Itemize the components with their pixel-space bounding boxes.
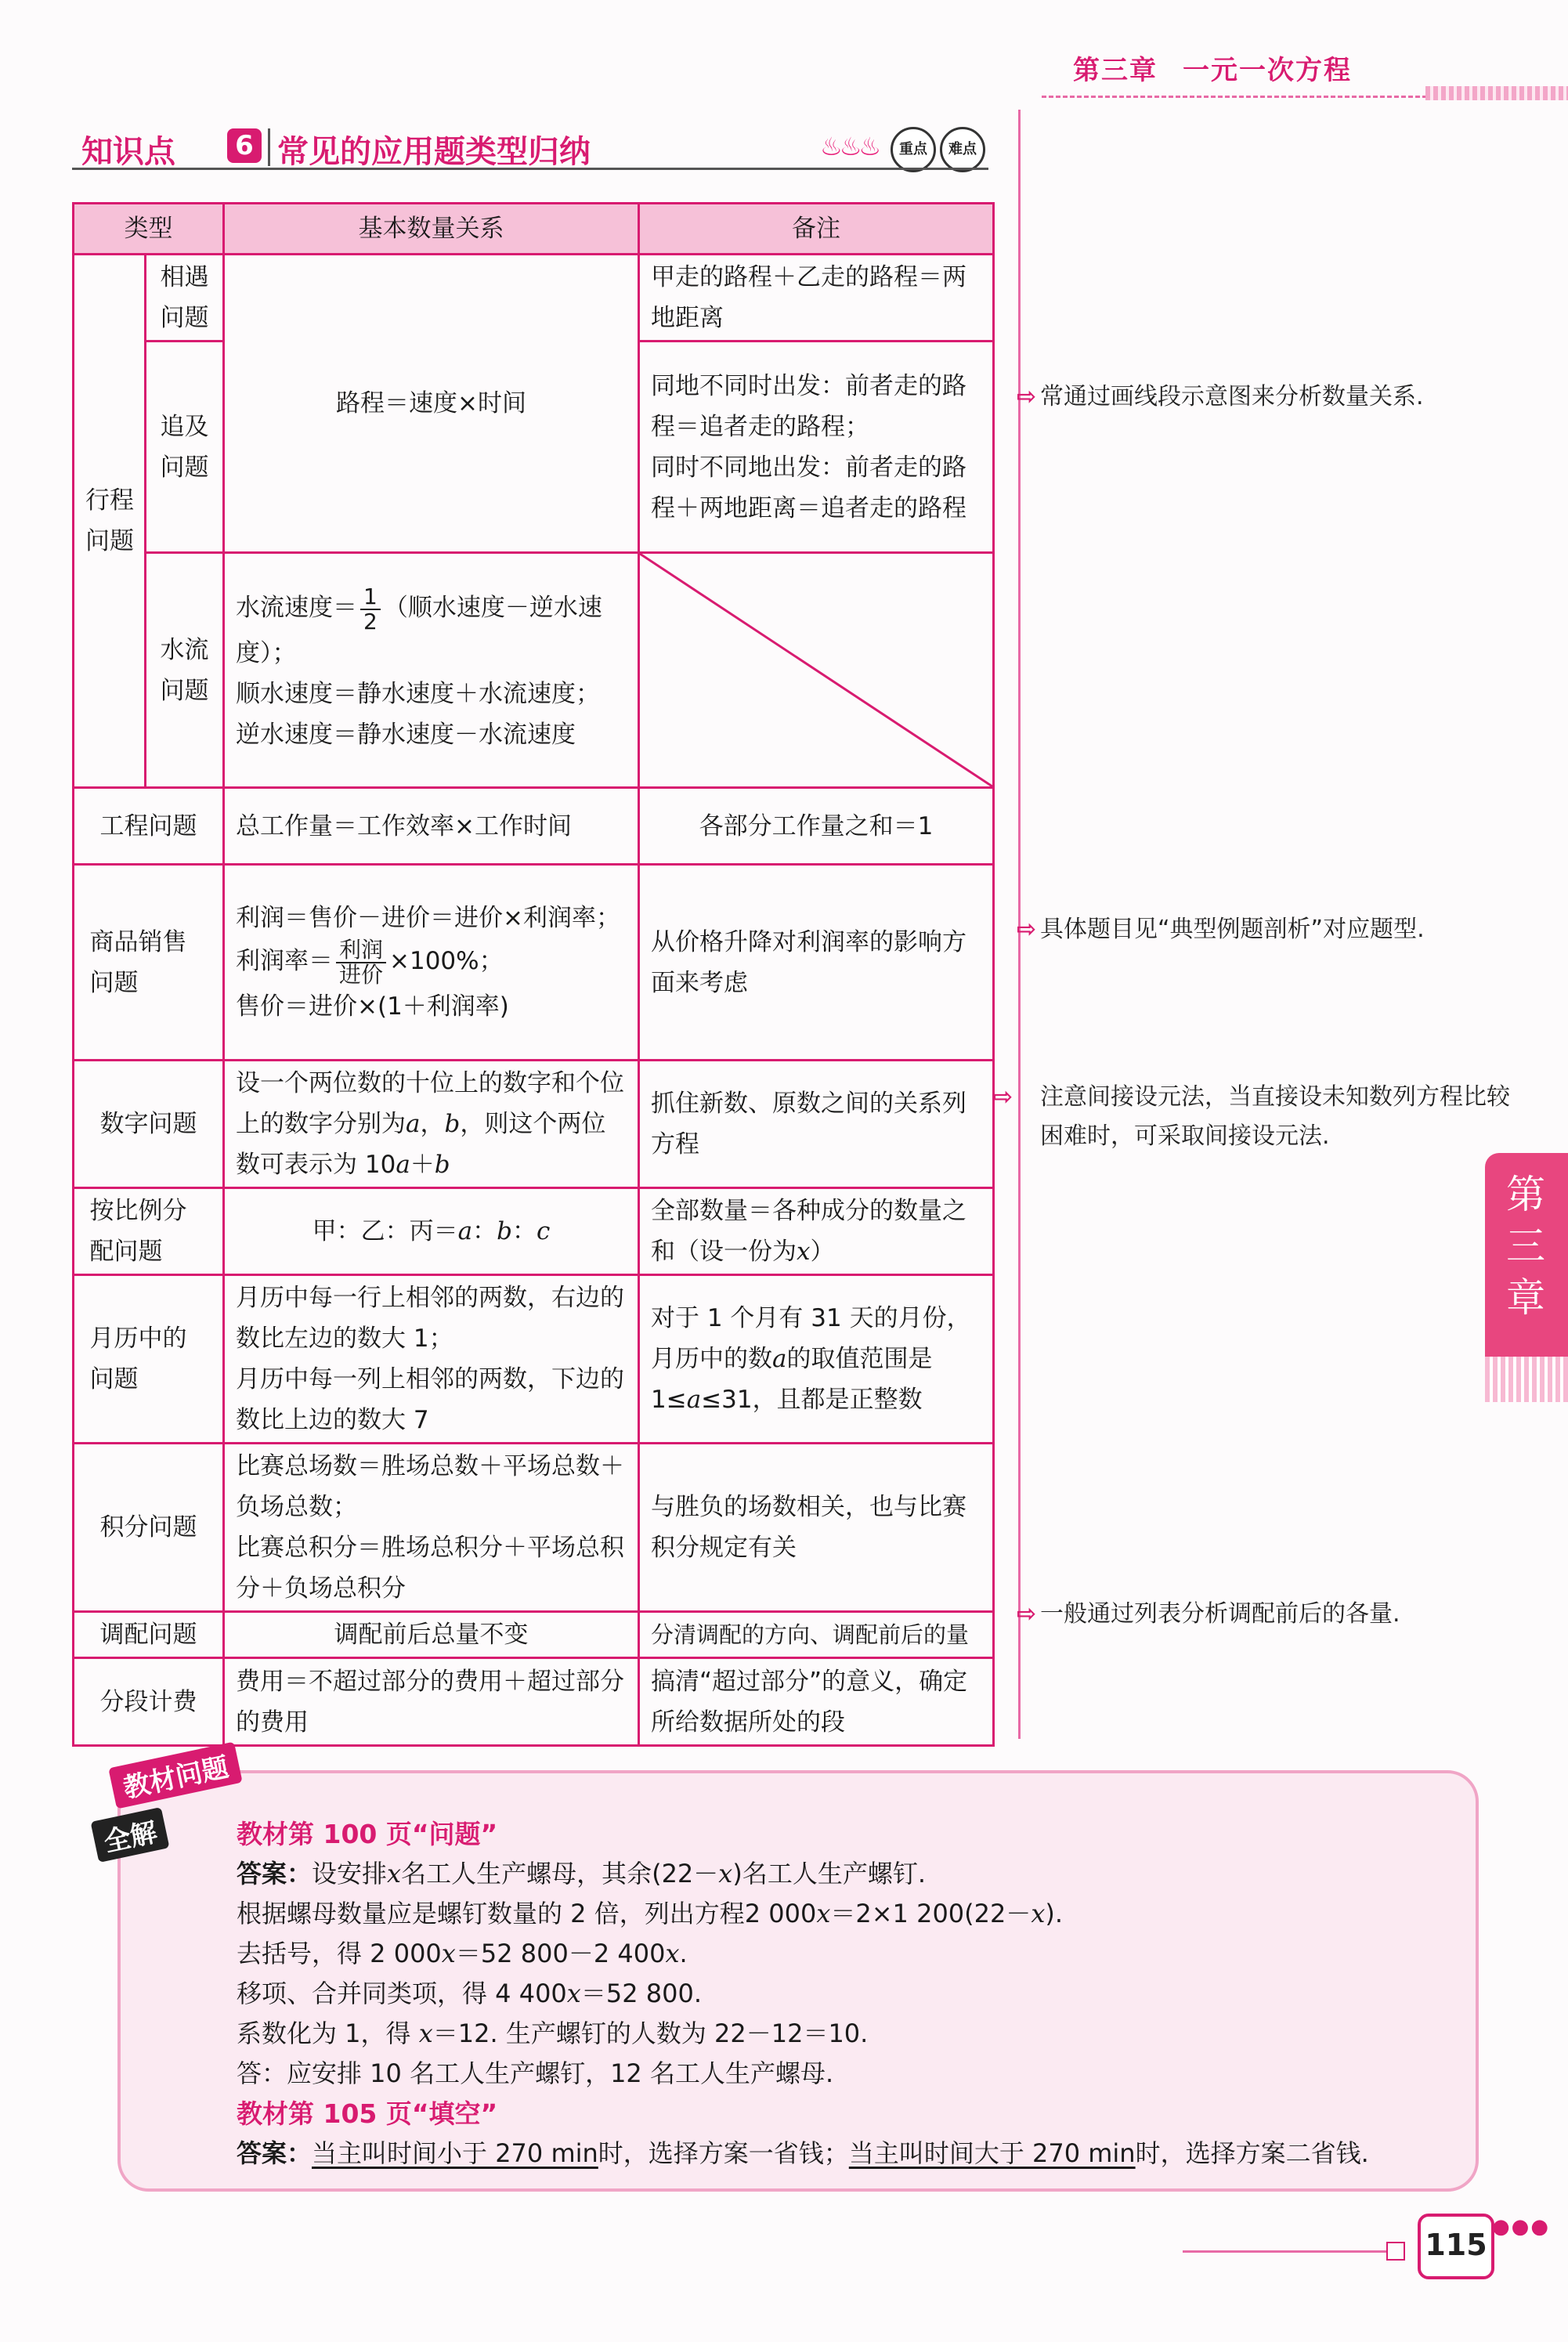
chase-note-1: 同地不同时出发：前者走的路程＝追者走的路程； <box>651 371 966 441</box>
text-fragment: 名工人生产螺母，其余(22－ <box>401 1859 719 1888</box>
text-fragment: ＝12. 生产螺钉的人数为 22－12＝10. <box>432 2019 869 2048</box>
flame-icon: ♨♨♨ <box>820 132 879 161</box>
chapter-tab-stripe <box>1485 1357 1568 1402</box>
var-x: x <box>797 1238 811 1266</box>
side-note-digits <box>993 1078 1510 1156</box>
answer-label: 答案： <box>237 1859 313 1888</box>
textbook-answers <box>237 1814 1474 2174</box>
text-fragment: 设安排 <box>312 1859 388 1888</box>
sales-name: 商品销售问题 <box>89 927 187 997</box>
travel-category-cell <box>74 255 146 788</box>
calendar-note-c: ≤31，且都是正整数 <box>701 1386 923 1414</box>
side-note-allocation <box>1017 1595 1502 1634</box>
fraction-numerator: 利润 <box>336 938 386 963</box>
table-row <box>74 1658 994 1746</box>
arrow-icon: ⇨ <box>1017 383 1037 410</box>
water-name: 水流问题 <box>160 635 209 705</box>
table-header-row <box>74 204 994 255</box>
chase-note-2: 同时不同地出发：前者走的路程＋两地距离＝追者走的路程 <box>651 453 966 522</box>
header-note: 备注 <box>639 204 994 255</box>
var-x: x <box>387 1859 402 1888</box>
difficult-point-badge: 难点 <box>940 127 985 172</box>
water-name-cell <box>146 553 224 788</box>
header-type: 类型 <box>74 204 224 255</box>
engineering-note: 各部分工作量之和＝1 <box>639 788 994 865</box>
table-row <box>74 1275 994 1444</box>
allocation-note: 分清调配的方向、调配前后的量 <box>639 1612 994 1658</box>
side-note-text: 常通过画线段示意图来分析数量关系. <box>1040 383 1424 410</box>
calendar-name-cell <box>74 1275 224 1444</box>
var-b: b <box>434 1151 450 1179</box>
answer-blank-2: 当主叫时间大于 270 min <box>848 2138 1136 2168</box>
profit-rate-fraction <box>336 938 386 986</box>
ratio-relation-a: 甲：乙：丙＝ <box>312 1217 458 1245</box>
sales-relation-2 <box>236 938 627 986</box>
textbook-badge: 教材问题 <box>108 1742 242 1809</box>
digits-name: 数字问题 <box>74 1061 224 1188</box>
side-note-text: 具体题目见“典型例题剖析”对应题型. <box>1040 916 1425 943</box>
engineering-relation: 总工作量＝工作效率×工作时间 <box>224 788 639 865</box>
chapter-subtitle: 一元一次方程 <box>1183 55 1352 86</box>
knowledge-point-label: 知识点 <box>81 134 175 170</box>
var-a: a <box>396 1151 410 1179</box>
side-note-text: 一般通过列表分析调配前后的各量. <box>1040 1600 1400 1628</box>
section-heading <box>72 124 988 171</box>
sales-name-cell <box>74 865 224 1061</box>
points-relation-1: 比赛总场数＝胜场总数＋平场总数＋负场总数； <box>236 1452 624 1521</box>
fraction-denominator: 2 <box>363 608 378 634</box>
calendar-relation-1: 月历中每一行上相邻的两数，右边的数比左边的数大 1； <box>236 1284 624 1353</box>
calendar-relation-cell <box>224 1275 639 1444</box>
text-fragment: 根据螺母数量应是螺钉数量的 2 倍，列出方程2 000 <box>237 1899 817 1928</box>
text-fragment: 去括号，得 2 000 <box>237 1939 442 1968</box>
sales-relation-3: 售价＝进价×(1＋利润率) <box>236 992 509 1021</box>
travel-relation: 路程＝速度×时间 <box>336 389 526 417</box>
table-row <box>74 255 994 342</box>
diagonal-line <box>640 554 992 786</box>
answer-line-1 <box>237 1854 1474 1894</box>
side-note-travel <box>1017 378 1502 417</box>
var-b: b <box>497 1217 512 1245</box>
ratio-note-b: ） <box>810 1238 835 1266</box>
text-fragment: )名工人生产螺钉. <box>732 1859 927 1888</box>
header-relation: 基本数量关系 <box>224 204 639 255</box>
heading-divider <box>268 128 270 166</box>
var-b: b <box>444 1110 461 1138</box>
water-relation-1a: 水流速度＝ <box>236 594 357 622</box>
question-2-title: 教材第 105 页“填空” <box>237 2098 498 2129</box>
answer-line-3 <box>237 1934 1474 1974</box>
text-fragment: . <box>679 1939 688 1968</box>
arrow-icon: ⇨ <box>993 1083 1013 1111</box>
answer-label: 答案： <box>237 2138 313 2168</box>
sales-note: 从价格升降对利润率的影响方面来考虑 <box>639 865 994 1061</box>
meeting-note: 甲走的路程＋乙走的路程＝两地距离 <box>639 255 994 342</box>
calendar-name: 月历中的问题 <box>89 1325 187 1393</box>
sales-relation-2a: 利润率＝ <box>236 947 333 975</box>
knowledge-point-number: 6 <box>227 128 262 163</box>
digits-relation <box>224 1061 639 1188</box>
ratio-name-cell <box>74 1188 224 1275</box>
footer-dots-icon: ●●● <box>1492 2215 1551 2239</box>
answer-line-5 <box>237 2014 1474 2054</box>
footer-line <box>1183 2250 1386 2253</box>
points-name: 积分问题 <box>74 1444 224 1612</box>
chapter-tab-label: 第三章 <box>1506 1172 1545 1321</box>
colon: ： <box>472 1217 497 1245</box>
text-fragment: ＝52 800. <box>580 1979 702 2008</box>
text-fragment: ＝52 800－2 400 <box>455 1939 666 1968</box>
empty-diagonal-cell <box>639 553 994 788</box>
calendar-note-b: 的取值范围是 1≤ <box>651 1345 933 1414</box>
points-relation-2: 比赛总积分＝胜场总积分＋平场总积分＋负场总积分 <box>236 1534 624 1603</box>
side-note-sales <box>1017 910 1502 949</box>
points-relation-cell <box>224 1444 639 1612</box>
page-number: 115 <box>1418 2214 1494 2279</box>
text-fragment: 时，选择方案一省钱； <box>598 2138 849 2168</box>
fraction-numerator: 1 <box>360 585 381 609</box>
question-1-title: 教材第 100 页“问题” <box>237 1819 498 1849</box>
calendar-note <box>639 1275 994 1444</box>
allocation-relation: 调配前后总量不变 <box>224 1612 639 1658</box>
segment-name: 分段计费 <box>74 1658 224 1746</box>
sales-relation-cell <box>224 865 639 1061</box>
answer-line-4 <box>237 1974 1474 2014</box>
water-relation-1 <box>236 585 627 674</box>
sales-relation-1: 利润＝售价－进价＝进价×利润率； <box>236 904 620 933</box>
digits-note: 抓住新数、原数之间的关系列方程 <box>639 1061 994 1188</box>
ratio-note-a: 全部数量＝各种成分的数量之和（设一份为 <box>651 1197 966 1266</box>
calendar-relation-2: 月历中每一列上相邻的两数，下边的数比上边的数大 7 <box>236 1365 624 1434</box>
meeting-name-cell <box>146 255 224 342</box>
digits-relation-a: 设一个两位数的十位上的数字和个位上的数字分别为 <box>236 1069 624 1138</box>
arrow-icon: ⇨ <box>1017 1600 1037 1628</box>
answer-blank-1: 当主叫时间小于 270 min <box>312 2138 598 2168</box>
plus-sign: ＋ <box>410 1151 435 1179</box>
segment-note: 搞清“超过部分”的意义，确定所给数据所处的段 <box>639 1658 994 1746</box>
side-note-text: 注意间接设元法，当直接设未知数列方程比较困难时，可采取间接设元法. <box>1040 1083 1510 1150</box>
travel-category: 行程问题 <box>85 486 134 555</box>
points-note: 与胜负的场数相关，也与比赛积分规定有关 <box>639 1444 994 1612</box>
water-relation-2: 顺水速度＝静水速度＋水流速度； <box>236 679 600 708</box>
ratio-relation <box>224 1188 639 1275</box>
water-relation-cell <box>224 553 639 788</box>
separator: ， <box>420 1110 445 1138</box>
segment-relation: 费用＝不超过部分的费用＋超过部分的费用 <box>224 1658 639 1746</box>
table-row <box>74 553 994 788</box>
heading-underline <box>72 168 988 170</box>
meeting-name: 相遇问题 <box>160 263 209 332</box>
fraction-denominator: 进价 <box>339 961 384 988</box>
water-relation-1b: （顺水速度－逆水速度）； <box>236 594 602 667</box>
arrow-icon: ⇨ <box>1017 916 1037 943</box>
var-x: x <box>441 1939 456 1968</box>
chase-name: 追及问题 <box>160 412 209 482</box>
var-a: a <box>772 1345 787 1373</box>
header-stripe <box>1425 86 1568 100</box>
table-row <box>74 865 994 1061</box>
text-fragment: ＝2×1 200(22－ <box>830 1899 1031 1928</box>
text-fragment: 时，选择方案二省钱. <box>1135 2138 1369 2168</box>
colon: ： <box>511 1217 537 1245</box>
answer-line-2 <box>237 1894 1474 1934</box>
var-x: x <box>418 2019 433 2048</box>
table-row <box>74 1188 994 1275</box>
text-fragment: 移项、合并同类项，得 4 400 <box>237 1979 567 2008</box>
var-x: x <box>816 1899 831 1928</box>
table-row <box>74 1444 994 1612</box>
chase-name-cell <box>146 342 224 553</box>
allocation-name: 调配问题 <box>74 1612 224 1658</box>
var-x: x <box>566 1979 581 2008</box>
water-relation-3: 逆水速度＝静水速度－水流速度 <box>236 720 576 749</box>
var-a: a <box>406 1110 421 1138</box>
var-x: x <box>1031 1899 1046 1928</box>
engineering-name: 工程问题 <box>74 788 224 865</box>
footer-square-icon <box>1386 2242 1405 2261</box>
var-c: c <box>536 1217 551 1245</box>
travel-relation-cell <box>224 255 639 553</box>
ratio-name: 按比例分配问题 <box>89 1197 187 1266</box>
table-row <box>74 1061 994 1188</box>
table-row <box>74 788 994 865</box>
ratio-note <box>639 1188 994 1275</box>
text-fragment: ). <box>1045 1899 1064 1928</box>
answer-line-6: 答：应安排 10 名工人生产螺钉，12 名工人生产螺母. <box>237 2058 834 2088</box>
section-title: 常见的应用题类型归纳 <box>277 134 591 170</box>
answer-2 <box>237 2134 1474 2174</box>
fraction-half <box>360 585 381 633</box>
var-a: a <box>457 1217 473 1245</box>
var-x: x <box>718 1859 733 1888</box>
chapter-tab <box>1485 1153 1568 1402</box>
digits-relation-b: ，则这个两位数可表示为 10 <box>236 1110 606 1179</box>
var-a: a <box>686 1386 702 1414</box>
calendar-note-a: 对于 1 个月有 31 天的月份，月历中的数 <box>651 1304 971 1373</box>
problem-types-table <box>72 202 995 1747</box>
chase-note-cell <box>639 342 994 553</box>
chapter-header <box>924 39 1568 110</box>
var-x: x <box>665 1939 680 1968</box>
table-row <box>74 1612 994 1658</box>
full-solution-badge: 全解 <box>90 1807 169 1863</box>
sales-relation-2b: ×100%； <box>389 947 504 975</box>
key-point-badge: 重点 <box>891 127 936 172</box>
chapter-title: 第三章 <box>1073 55 1158 86</box>
text-fragment: 系数化为 1，得 <box>237 2019 419 2048</box>
